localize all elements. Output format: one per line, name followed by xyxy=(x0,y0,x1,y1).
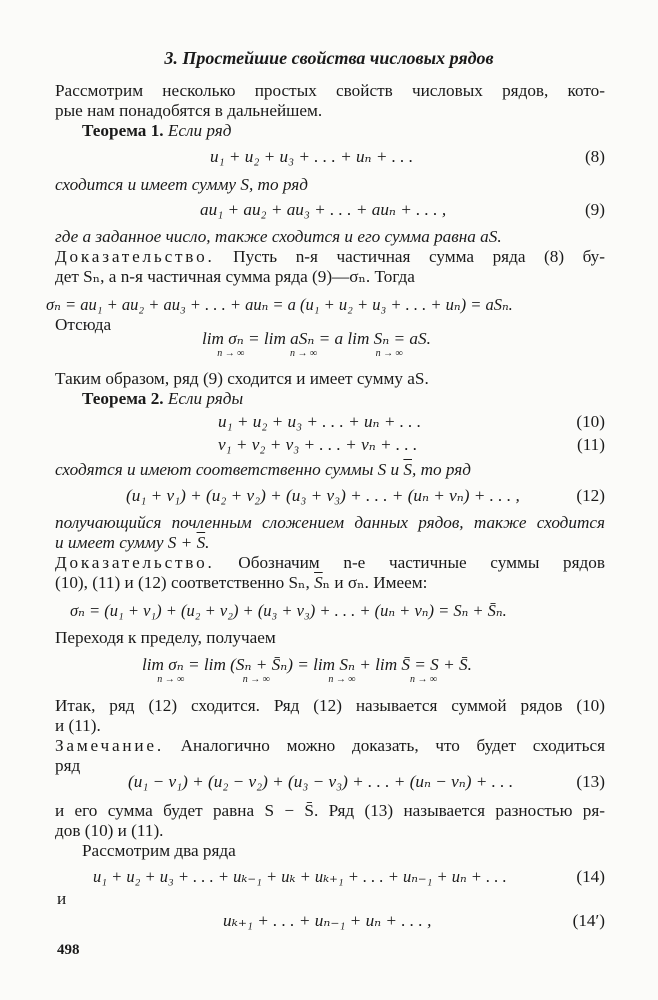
equation-13-number: (13) xyxy=(576,772,605,791)
s-bar-symbol: $\overline{S}$ xyxy=(314,573,323,592)
theorem-1-label: Теорема 1. xyxy=(82,121,164,140)
equation-14-prime-number: (14′) xyxy=(572,911,605,930)
consider-two-series: Рассмотрим два ряда xyxy=(82,841,236,860)
theorem-2-line-2: сходятся и имеют соответственно суммы S и $\overline{S}$, то ряд xyxy=(55,460,471,479)
remark-line-1 xyxy=(55,735,605,756)
remark-line-4: дов (10) и (11). xyxy=(55,821,164,840)
proof-2-label: Доказательство. xyxy=(55,553,215,572)
equation-8: u₁ + u₂ + u₃ + . . . + uₙ + . . . xyxy=(210,147,414,166)
conclusion-1: Таким образом, ряд (9) сходится и имеет сумму aS. xyxy=(55,369,429,388)
s-bar-symbol: $\overline{S}$ xyxy=(196,533,206,552)
equation-8-number: (8) xyxy=(584,147,605,166)
lim-term-4: lim S̄ = S + S̄. n → ∞ xyxy=(375,655,472,685)
proof-1-line-1 xyxy=(55,246,605,267)
itak-line-2: и (11). xyxy=(55,716,101,735)
section-title: 3. Простейшие свойства числовых рядов xyxy=(164,48,494,68)
limit-equation-1 xyxy=(202,328,431,359)
limit-equation-2 xyxy=(142,654,472,685)
lim-term-2: lim aSₙ = a n → ∞ xyxy=(263,329,344,359)
otsyuda-text: Отсюда xyxy=(55,315,112,334)
and-word: и xyxy=(57,889,67,908)
perehodya-text: Переходя к пределу, получаем xyxy=(55,628,276,647)
lim-term-3: lim Sₙ = aS. n → ∞ xyxy=(347,329,431,359)
remark-line-3: и его сумма будет равна S − S̄. Ряд (13) называется разностью ря- xyxy=(55,801,605,820)
equation-13: (u₁ − v₁) + (u₂ − v₂) + (u₃ − v₃) + . . . + (uₙ − vₙ) + . . . xyxy=(128,772,514,791)
remark-text: Аналогично можно доказать, что будет сходиться xyxy=(180,736,606,755)
intro-line-1: Рассмотрим несколько простых свойств числовых рядов, кото- xyxy=(55,81,605,100)
proof-2-line-2: (10), (11) и (12) соответственно Sₙ, $\overline{S}_n$ и σₙ. Имеем: xyxy=(55,573,428,592)
proof-2-text: Обозначим n-е частичные суммы рядов xyxy=(238,553,606,572)
page-number: 498 xyxy=(57,942,80,958)
lim-term-1: lim σₙ = n → ∞ xyxy=(202,329,260,359)
theorem-1-heading xyxy=(82,120,231,141)
equation-10: u₁ + u₂ + u₃ + . . . + uₙ + . . . xyxy=(218,412,422,431)
equation-11: v₁ + v₂ + v₃ + . . . + vₙ + . . . xyxy=(218,435,418,454)
equation-9-number: (9) xyxy=(584,200,605,219)
equation-sigma-a: σₙ = au₁ + au₂ + au₃ + . . . + auₙ = a (u₁ + u₂ + u₃ + . . . + uₙ) = aSₙ. xyxy=(46,295,513,314)
theorem-1-line-3: где a заданное число, также сходится и его сумма равна aS. xyxy=(55,227,502,246)
proof-2-line-1 xyxy=(55,552,605,573)
equation-14: u₁ + u₂ + u₃ + . . . + uₖ₋₁ + uₖ + uₖ₊₁ + . . . + uₙ₋₁ + uₙ + . . . xyxy=(93,867,507,886)
equation-11-number: (11) xyxy=(577,435,605,454)
remark-label: Замечание. xyxy=(55,736,164,755)
equation-9: au₁ + au₂ + au₃ + . . . + auₙ + . . . , xyxy=(200,200,447,219)
intro-line-2: рые нам понадобятся в дальнейшем. xyxy=(55,101,323,120)
lim-term-3: lim Sₙ + n → ∞ xyxy=(313,655,371,685)
equation-14-number: (14) xyxy=(576,867,605,886)
equation-10-number: (10) xyxy=(576,412,605,431)
theorem-1-text: Если ряд xyxy=(167,121,232,140)
theorem-2-heading xyxy=(82,388,243,409)
theorem-1-line-2: сходится и имеет сумму S, то ряд xyxy=(55,175,308,194)
lim-term-1: lim σₙ = n → ∞ xyxy=(142,655,200,685)
equation-12: (u₁ + v₁) + (u₂ + v₂) + (u₃ + v₃) + . . . + (uₙ + vₙ) + . . . , xyxy=(126,486,520,505)
theorem-2-line-3: получающийся почленным сложением данных рядов, также сходится xyxy=(55,513,605,532)
s-bar-symbol: $\overline{S}$ xyxy=(403,460,412,479)
theorem-2-text: Если ряды xyxy=(167,389,244,408)
lim-term-2: lim (Sₙ + S̄ₙ) = n → ∞ xyxy=(203,655,309,685)
proof-1-label: Доказательство. xyxy=(55,247,215,266)
remark-line-2: ряд xyxy=(55,756,81,775)
itak-line-1: Итак, ряд (12) сходится. Ряд (12) называется суммой рядов (10) xyxy=(55,696,605,715)
equation-14-prime: uₖ₊₁ + . . . + uₙ₋₁ + uₙ + . . . , xyxy=(223,911,432,930)
equation-sigma-b: σₙ = (u₁ + v₁) + (u₂ + v₂) + (u₃ + v₃) + . . . + (uₙ + vₙ) = Sₙ + S̄ₙ. xyxy=(70,601,507,620)
theorem-2-line-4: и имеет сумму $S + \overline{S}$. xyxy=(55,533,210,552)
proof-1-line-2: дет Sₙ, а n-я частичная сумма ряда (9)—σₙ. Тогда xyxy=(55,267,415,286)
equation-12-number: (12) xyxy=(576,486,605,505)
theorem-2-label: Теорема 2. xyxy=(82,389,164,408)
proof-1-text: Пусть n-я частичная сумма ряда (8) бу- xyxy=(233,247,605,266)
